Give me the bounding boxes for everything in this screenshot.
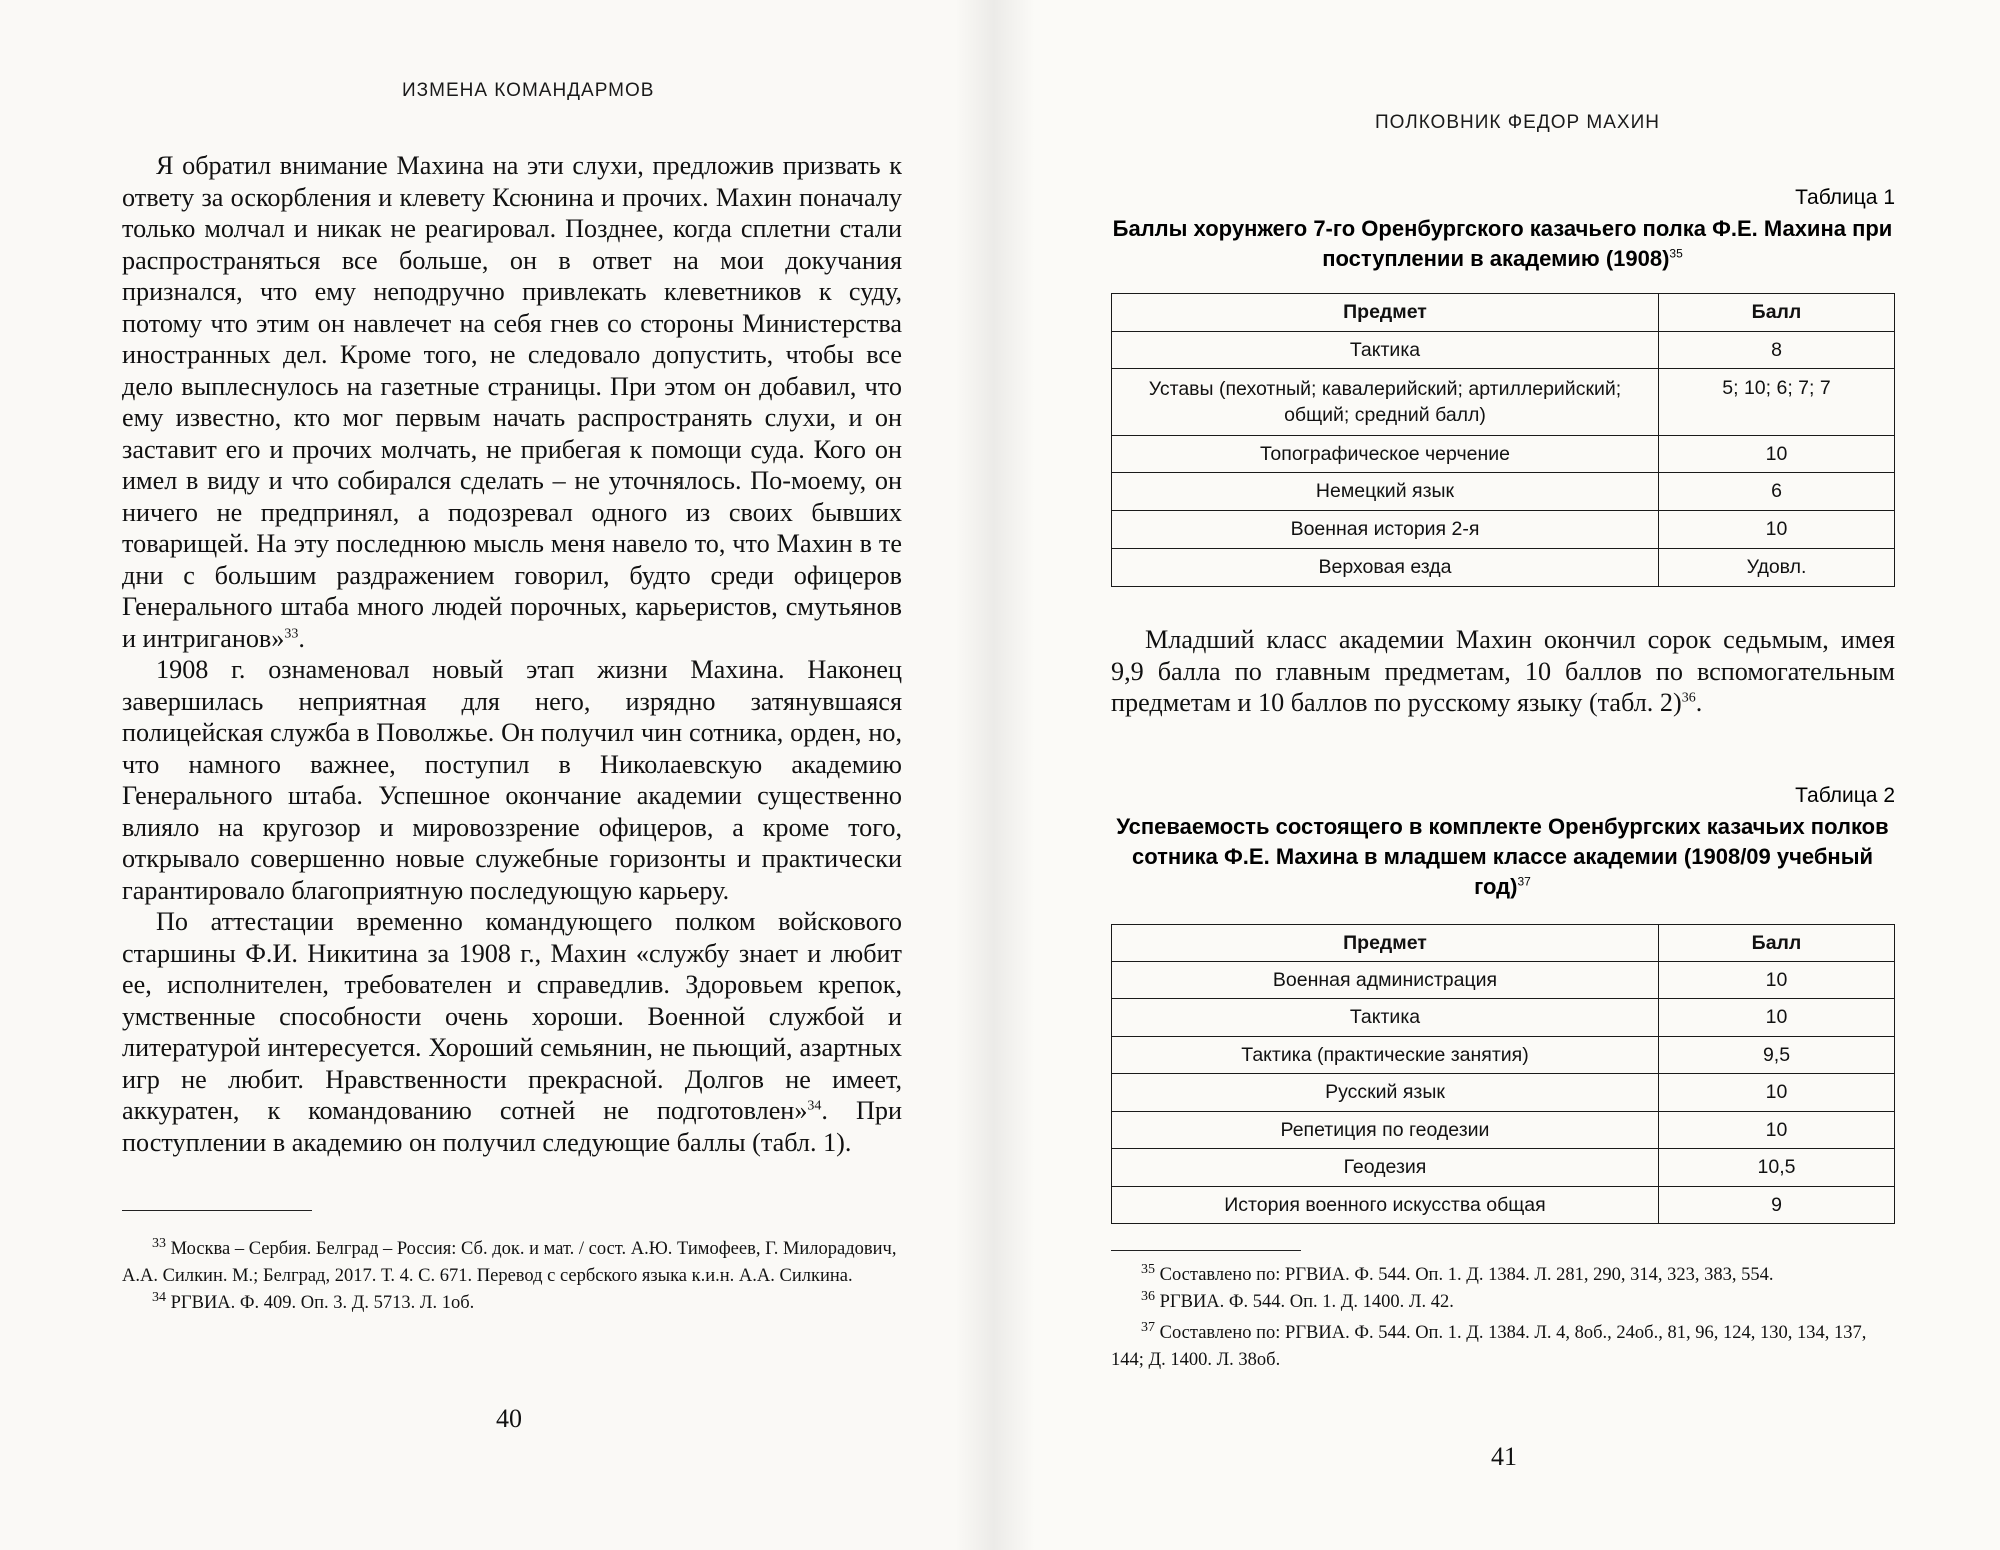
table2-header-score: Балл bbox=[1659, 925, 1895, 962]
table2-label: Таблица 2 bbox=[1795, 784, 1895, 807]
table-cell: 9 bbox=[1659, 1187, 1895, 1224]
table-cell: 10 bbox=[1659, 511, 1895, 549]
footnote-35: $^{35}$ Составлено по: РГВИА. Ф. 544. Оп. 1. Д. 1384. Л. 281, 290, 314, 323, 383, 554. bbox=[1141, 1261, 1774, 1285]
table1-header-subject: Предмет bbox=[1112, 294, 1659, 332]
right-page bbox=[995, 0, 2000, 1550]
table-cell: Тактика bbox=[1112, 332, 1659, 369]
table1 bbox=[1111, 293, 1895, 587]
running-head-right: ПОЛКОВНИК ФЕДОР МАХИН bbox=[1375, 112, 1660, 133]
table-cell: 10 bbox=[1659, 1074, 1895, 1112]
table2-title-ref: 37 bbox=[1517, 874, 1531, 889]
footnote-divider bbox=[122, 1210, 312, 1211]
table-cell: Тактика (практические занятия) bbox=[1112, 1037, 1659, 1074]
running-head-left: ИЗМЕНА КОМАНДАРМОВ bbox=[402, 80, 655, 101]
table-cell: Верховая езда bbox=[1112, 549, 1659, 587]
table-row bbox=[1112, 962, 1895, 999]
table-row bbox=[1112, 1149, 1895, 1187]
footnote-33: $^{33}$ Москва – Сербия. Белград – Россия: Сб. док. и мат. / сост. А.Ю. Тимофеев, Г. Милорадович, А.А. Силкин. М.; Белград, 2017. Т. 4. С. 671. Перевод с сербского языка к.и.н. А.А. Силкина. bbox=[122, 1235, 897, 1286]
table-row bbox=[1112, 1187, 1895, 1224]
footnote-34: $^{34}$ РГВИА. Ф. 409. Оп. 3. Д. 5713. Л. 1об. bbox=[152, 1289, 475, 1313]
footnote-ref-34: 34 bbox=[807, 1098, 822, 1114]
table-cell: 10 bbox=[1659, 999, 1895, 1037]
paragraph-3: По аттестации временно командующего полком войскового старшины Ф.И. Никитина за 1908 г., Махин «службу знает и любит ее, исполнителен, требователен и справедлив. Здоровьем крепок, умственные способности очень хороши. Военной службой и литературой интересуется. Хороший семьянин, не пьющий, азартных игр не любит. Нравственности прекрасной. Долгов не имеет, аккуратен, к командованию сотней не подготовлен»$^{34}$. При поступлении в академию он получил следующие баллы (табл. 1). bbox=[122, 907, 902, 1157]
table-row bbox=[1112, 549, 1895, 587]
book-gutter-shadow bbox=[955, 0, 1035, 1550]
table-row bbox=[1112, 436, 1895, 473]
table-row bbox=[1112, 332, 1895, 369]
footnote-divider bbox=[1111, 1250, 1301, 1251]
table-cell: 8 bbox=[1659, 332, 1895, 369]
table-cell: Уставы (пехотный; кавалерийский; артиллерийский; общий; средний балл) bbox=[1112, 369, 1659, 436]
table-cell: Русский язык bbox=[1112, 1074, 1659, 1112]
table-row bbox=[1112, 1037, 1895, 1074]
table-row bbox=[1112, 369, 1895, 436]
page-number-right: 41 bbox=[1491, 1442, 1517, 1471]
footnote-ref-33: 33 bbox=[284, 625, 299, 641]
table-cell: Репетиция по геодезии bbox=[1112, 1112, 1659, 1149]
table1-header-score: Балл bbox=[1659, 294, 1895, 332]
table2-header-subject: Предмет bbox=[1112, 925, 1659, 962]
page-number-left: 40 bbox=[496, 1404, 522, 1433]
footnote-37: $^{37}$ Составлено по: РГВИА. Ф. 544. Оп. 1. Д. 1384. Л. 4, 8об., 24об., 81, 96, 124, 130, 134, 137, 144; Д. 1400. Л. 38об. bbox=[1111, 1319, 1867, 1370]
paragraph-2: 1908 г. ознаменовал новый этап жизни Махина. Наконец завершилась неприятная для него, изрядно затянувшаяся полицейская служба в Поволжье. Он получил чин сотника, орден, но, что намного важнее, поступил в Николаевскую академию Генерального штаба. Успешное окончание академии существенно влияло на кругозор и мировоззрение офицеров, а кроме того, открывало совершенно новые служебные горизонты и практически гарантировало благоприятную последующую карьеру. bbox=[122, 655, 902, 905]
table-cell: Немецкий язык bbox=[1112, 473, 1659, 511]
table-cell: Удовл. bbox=[1659, 549, 1895, 587]
table2-title: Успеваемость состоящего в комплекте Оренбургских казачьих полков сотника Ф.Е. Махина в младшем классе академии (1908/09 учебный год)$^{37}$ bbox=[1116, 814, 1889, 899]
table-cell: 10,5 bbox=[1659, 1149, 1895, 1187]
left-body-text bbox=[122, 150, 902, 1158]
table-row bbox=[1112, 1074, 1895, 1112]
table-cell: 6 bbox=[1659, 473, 1895, 511]
table1-header-row bbox=[1112, 294, 1895, 332]
table1-label: Таблица 1 bbox=[1795, 186, 1895, 209]
table1-title-ref: 35 bbox=[1669, 246, 1683, 261]
table1-title: Баллы хорунжего 7-го Оренбургского казачьего полка Ф.Е. Махина при поступлении в академию $(1908)^{35}$ bbox=[1112, 216, 1893, 271]
table-cell: 10 bbox=[1659, 1112, 1895, 1149]
table-cell: 10 bbox=[1659, 436, 1895, 473]
table-cell: История военного искусства общая bbox=[1112, 1187, 1659, 1224]
footnote-ref-36: 36 bbox=[1681, 690, 1696, 706]
table-cell: Военная история 2-я bbox=[1112, 511, 1659, 549]
footnote-36: $^{36}$ РГВИА. Ф. 544. Оп. 1. Д. 1400. Л. 42. bbox=[1141, 1288, 1454, 1312]
table-row bbox=[1112, 473, 1895, 511]
left-footnotes bbox=[122, 1236, 902, 1317]
table-cell: Топографическое черчение bbox=[1112, 436, 1659, 473]
table-cell: Тактика bbox=[1112, 999, 1659, 1037]
table2-header-row bbox=[1112, 925, 1895, 962]
left-page bbox=[0, 0, 995, 1550]
paragraph-1: Я обратил внимание Махина на эти слухи, предложив призвать к ответу за оскорбления и клевету Ксюнина и прочих. Махин поначалу только молчал и никак не реагировал. Позднее, когда сплетни стали распространяться все больше, он в ответ на мои докучания признался, что ему неподручно привлекать клеветников к суду, потому что этим он навлечет на себя гнев со стороны Министерства иностранных дел. Кроме того, не следовало допустить, чтобы все дело выплеснулось на газетные страницы. При этом он добавил, что ему известно, кто мог первым начать распространять слухи, и он заставит его и прочих молчать, не прибегая к помощи суда. Кого он имел в виду и что собирался сделать – не уточнялось. По-моему, он ничего не предпринял, а подозревал одного из своих бывших товарищей. На эту последнюю мысль меня навело то, что Махин в те дни с большим раздражением говорил, будто среди офицеров Генерального штаба много людей порочных, карьеристов, смутьянов и интриганов»$^{33}$. bbox=[122, 151, 902, 653]
table-cell: 10 bbox=[1659, 962, 1895, 999]
table-cell: 9,5 bbox=[1659, 1037, 1895, 1074]
table-row bbox=[1112, 511, 1895, 549]
table-cell: Геодезия bbox=[1112, 1149, 1659, 1187]
table-row bbox=[1112, 1112, 1895, 1149]
table2 bbox=[1111, 924, 1895, 1224]
right-paragraph: Младший класс академии Махин окончил сорок седьмым, имея 9,9 балла по главным предметам, 10 баллов по вспомогательным предметам и 10 баллов по русскому языку (табл. 2)$^{36}$. bbox=[1111, 625, 1895, 717]
table-cell: Военная администрация bbox=[1112, 962, 1659, 999]
table-cell: 5; 10; 6; 7; 7 bbox=[1659, 369, 1895, 436]
right-footnotes bbox=[1111, 1262, 1895, 1374]
table-row bbox=[1112, 999, 1895, 1037]
